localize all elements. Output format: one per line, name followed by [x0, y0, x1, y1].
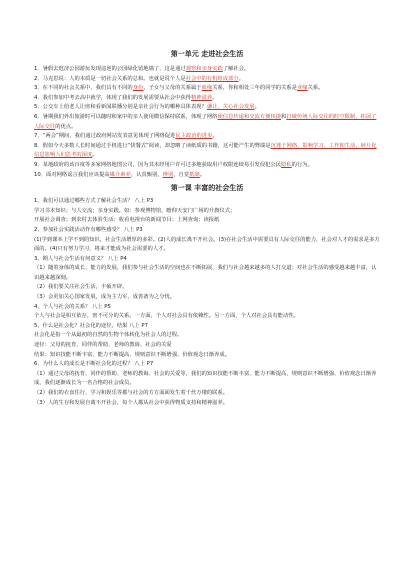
question-text: ，自觉 [173, 171, 190, 178]
answer-highlight: 抵制 [189, 171, 200, 178]
lesson-text-line: （3）人的生存和发展自离不开社会，每个人都从社会中获得物质支持和精神滋养。 [34, 399, 229, 406]
lesson-text-line: 个人与社会是相互依存，密不可分的关系。一方面，个人对社会具有依赖性。另一方面，个人对社会具有能动性。 [34, 313, 299, 320]
lesson-text-line: （1）通过父母的抚育、同伴的帮助、老师的教诲、社会的关爱等，我们的知识技能不断丰富、能力不断提高、规则意识不断增强、价值观念日渐养成，我们逐渐成长为一名合格的社会成员。 [34, 370, 377, 387]
lesson-text-line: 1、我们可以通过哪些方式了解社会生活？ 八上 P3 [34, 198, 154, 205]
unit-question-item [34, 84, 380, 94]
lesson-text-line: 6、为什么人的成长是不断社会化的过程？ 八上 P7 [34, 361, 154, 368]
unit-question-item [34, 161, 380, 171]
lesson-question-list [34, 197, 380, 408]
unit-question-list [34, 65, 380, 180]
question-text: 5．公交车上给老人让座和看新闻联播分别是亲社会行为的哪种具体表现？ [34, 104, 207, 111]
question-text: 的行为。 [291, 161, 313, 168]
lesson-text-line: （2）我们的衣食住行、学习和娱乐等都与社会的方方面面发生着千丝万缕的联系。 [34, 390, 229, 396]
question-text: 。 [212, 94, 218, 101]
question-text: 2．马克思说：人的本质是一切社会关系的总和。也就是说个人是 [34, 75, 186, 82]
lesson-text-line: （1）随着身体的成长、能力的发展，我们参与社会生活的空间也在不断拓展，我们与社会越来越多的人打交道；对社会生活的感受越来越丰富，认识越来越深刻。 [34, 265, 377, 281]
lesson-text-line: 4、个人与社会的关系？ 八上 P5 [34, 303, 111, 310]
lesson-text-line: 5、什么是社会化？社会化的途径、结果 八上 P7 [34, 322, 148, 329]
question-text: 。 [92, 152, 98, 159]
answer-highlight: 使信息传递和交流方便快捷 [217, 113, 282, 120]
unit-question-item [34, 171, 380, 181]
lesson-text-line: 开展社会调查；到农村去体验生活；收看电视台的新闻节目；上网查询；读报纸 [34, 217, 220, 224]
lesson-text-line: 途径：父母的抚育、同伴的帮助、老师的教诲、社会的关爱 [34, 342, 172, 349]
answer-highlight: 观察和亲身实践 [185, 66, 223, 72]
question-text: 10．面对网络谣言我们应该提高 [34, 171, 110, 178]
answer-highlight: 业缘 [296, 85, 308, 92]
lesson-text-line: （2）我们要关注社会生活，丰硕开辟。 [34, 284, 128, 291]
unit-question-item [34, 132, 380, 142]
unit-question-item [34, 142, 380, 161]
unit-question-item [34, 75, 380, 85]
question-text: 关系。 [307, 85, 324, 92]
question-text: 8．假如今天多数人长时间通过手机进行“快餐式”阅读，却忽略了读纸质的书籍，这可能产生的弊端是 [34, 142, 271, 149]
question-text: 了解社会。 [222, 66, 250, 72]
answer-highlight: 身份 [132, 85, 144, 92]
question-text: 。 [212, 133, 218, 140]
unit-question-item [34, 103, 380, 113]
answer-highlight: 打破传统人际交往的时空限制，拓展了人际交往 [34, 113, 377, 130]
answer-highlight: 谦让、关心社会发展 [206, 104, 255, 111]
lesson-title: 第一课 丰富的社会生活 [170, 184, 244, 193]
question-text: 9．某地政府的该百度等多家网络地图公司，因为其未经用户许可过多地获取用户权限连续易引发侵犯公民 [34, 161, 282, 168]
question-text: 1．暑假去逛济公园游玩发现违逆的公园绿化留地墙了，这是通过 [34, 66, 186, 72]
lesson-text-line: 2、参加社会实践活动作有哪些感受？ 八上 P3 [34, 226, 143, 233]
question-text: ，认真甄别， [130, 171, 163, 178]
question-text: 的优点。 [55, 123, 77, 130]
answer-highlight: 血缘 [201, 85, 213, 92]
question-text: 7．“两会”期间，我们通过政府网站发表意见体现了网络促进 [34, 133, 176, 140]
unit-question-item [34, 65, 380, 75]
answer-highlight: 精神滋养 [190, 94, 213, 101]
lesson-text-line: 结果：知识技能不断丰富、能力不断提高、规则意识不断增强、价值观念日渐养成。 [34, 351, 230, 358]
unit-title: 第一单元 走进社会生活 [170, 50, 244, 58]
lesson-text-line: 社会化是指一个从最初的自然的生物个体转化为社会人的过程。 [34, 332, 183, 339]
unit-question-item [34, 113, 380, 132]
question-text: 和 [281, 113, 287, 120]
answer-highlight: 沉迷于网络，影响学习、工作和生活，碎片化信息影响人们思考的深度 [34, 142, 377, 159]
lesson-text-line: （3）会更加关心国家发展，成为主力军，成善备为之分忧。 [34, 294, 176, 301]
lesson-text-line: 学习书本知识；与人交流；亲身实践。如：参观博物馆，瞻仰天安门广场的升旗仪式； [34, 207, 236, 214]
lesson-text-line: 3、期人与社会生活有何意义？ 八上 P4 [34, 255, 127, 262]
question-text: 关系，你和相处三年的同学的关系是 [212, 85, 297, 92]
answer-highlight: 媒介素养 [109, 171, 131, 178]
question-text: ，子女与父母的关系属于 [143, 85, 202, 92]
answer-highlight: 民主政治的进步 [175, 133, 213, 140]
answer-highlight: 隐私 [281, 161, 292, 168]
lesson-text-line: (1)学到课本上学不到的知识，社会生活增厚的多彩。(2)人的成长离不开社会。(3)在社会生活中需要具有人际交往的能力，社会对人才的需求是多方面的。(4)只有努力学习，将来才能成为社会需要的人才。 [34, 236, 380, 253]
question-text: 4．我们参加中考去高中就学，体现了我们的发展需要从社会中获得 [34, 94, 191, 101]
unit-question-item [34, 94, 380, 104]
question-text: 6．暑期我们外出旅游时可以随时和家中的亲人使用微信保持联系，体现了网络 [34, 113, 218, 120]
answer-highlight: 社会中的有机组成部分 [185, 75, 239, 82]
question-text: 3．在不同的社会关系中，我们具有不同的 [34, 85, 133, 92]
question-text: 。 [199, 171, 206, 178]
answer-highlight: 辨别 [162, 171, 174, 178]
question-text: 。 [238, 75, 244, 82]
question-text: 。 [254, 104, 260, 111]
